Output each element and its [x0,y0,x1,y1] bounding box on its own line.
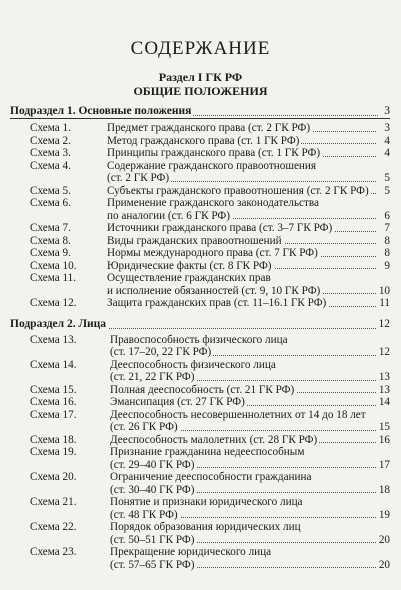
scheme-number: Схема 20. [30,471,77,483]
scheme-number: Схема 9. [30,247,71,259]
toc-entry[interactable] [10,384,390,397]
subsection-label: Подраздел 1. Основные положения [10,105,192,117]
entry-text-line [110,471,376,484]
scheme-number: Схема 2. [30,134,71,147]
scheme-number: Схема 16. [30,396,77,408]
entry-title: Ограничение дееспособности гражданина [110,471,312,483]
entry-title: (ст. 30–40 ГК РФ) [110,483,195,496]
scheme-number: Схема 17. [30,408,77,421]
entry-title: Виды гражданских правоотношений [107,234,282,247]
entry-text-line [110,446,376,459]
toc-entry[interactable] [10,359,390,384]
entry-text-line [107,185,376,198]
toc-entry[interactable] [10,197,390,222]
toc-entry[interactable] [10,471,390,496]
section-heading [0,70,401,98]
entry-text-line [107,172,376,185]
page-title: СОДЕРЖАНИЕ [130,38,271,59]
toc-entry[interactable] [10,272,390,297]
toc-entry[interactable] [10,496,390,521]
entry-page: 8 [376,247,390,260]
entry-page: 10 [376,285,390,298]
toc-entry[interactable] [10,546,390,571]
entry-text-line [110,509,376,522]
entry-title: Метод гражданского права (ст. 1 ГК РФ) [107,134,300,147]
scheme-number: Схема 15. [30,383,77,396]
entry-page: 19 [376,509,390,522]
subsection-page: 12 [378,317,390,330]
entry-text-line [107,122,376,135]
scheme-number: Схема 7. [30,222,71,234]
entry-page: 17 [376,459,390,472]
entry-page: 9 [376,260,390,273]
entry-title: Дееспособность физического лица [110,358,276,371]
entry-page: 13 [376,384,390,397]
toc-entry[interactable] [10,521,390,546]
entry-text-line [110,334,376,347]
scheme-number: Схема 21. [30,496,77,508]
entry-page: 4 [376,147,390,160]
entry-title: Юридические факты (ст. 8 ГК РФ) [107,259,272,272]
entry-title: (ст. 57–65 ГК РФ) [110,558,195,571]
toc-entry[interactable] [10,235,390,248]
entry-text-line [110,521,376,534]
entry-title: (ст. 29–40 ГК РФ) [110,458,195,471]
entry-title: Осуществление гражданских прав [107,272,271,284]
toc-entry[interactable] [10,160,390,185]
entry-text-line [107,135,376,148]
scheme-number: Схема 23. [30,546,77,558]
toc-entry[interactable] [10,247,390,260]
entry-title: Источники гражданского права (ст. 3–7 ГК РФ) [107,222,333,234]
entry-page: 4 [376,135,390,148]
entry-title: Нормы международного права (ст. 7 ГК РФ) [107,247,318,259]
entry-text-line [110,359,376,372]
scheme-number: Схема 3. [30,147,71,159]
entry-page: 13 [376,371,390,384]
entry-text-line [110,346,376,359]
entry-text-line [107,260,376,273]
entry-title: Дееспособность несовершеннолетних от 14 до 18 лет [110,408,366,421]
scheme-number: Схема 13. [30,333,77,346]
entry-title: Полная дееспособность (ст. 21 ГК РФ) [110,383,295,396]
entry-text-line [110,546,376,559]
toc-entry[interactable] [10,446,390,471]
subsection-entries [10,122,390,310]
entry-page: 5 [376,185,390,198]
entry-text-line [110,434,376,447]
entry-page: 3 [376,122,390,135]
entry-title: Правоспособность физического лица [110,333,288,346]
scheme-number: Схема 18. [30,433,77,446]
entry-text-line [107,297,376,310]
entry-title: Предмет гражданского права (ст. 2 ГК РФ) [107,122,311,134]
entry-text-line [107,197,376,210]
entry-page: 18 [376,484,390,497]
scheme-number: Схема 6. [30,197,71,209]
section-name: ОБЩИЕ ПОЛОЖЕНИЯ [133,84,268,98]
scheme-number: Схема 8. [30,234,71,247]
toc-entry[interactable] [10,434,390,447]
entry-text-line [110,371,376,384]
scheme-number: Схема 14. [30,358,77,371]
entry-text-line [107,147,376,160]
entry-title: (ст. 21, 22 ГК РФ) [110,371,195,383]
entry-title: Применение гражданского законодательства [107,197,320,209]
toc-entry[interactable] [10,260,390,273]
entry-text-line [107,222,376,235]
scheme-number: Схема 1. [30,122,71,134]
entry-page: 6 [376,210,390,223]
entry-title: (ст. 2 ГК РФ) [107,172,170,184]
entry-title: Принципы гражданского права (ст. 1 ГК РФ) [107,147,321,159]
entry-text-line [107,235,376,248]
entry-page: 11 [376,297,390,310]
toc-entry[interactable] [10,297,390,310]
entry-title: (ст. 26 ГК РФ) [110,421,178,433]
entry-title: Дееспособность малолетних (ст. 28 ГК РФ) [110,433,318,446]
subsection-heading[interactable] [10,317,390,331]
entry-title: (ст. 48 ГК РФ) [110,508,178,521]
entry-page: 12 [376,346,390,359]
scheme-number: Схема 5. [30,184,71,197]
subsection-label: Подраздел 2. Лица [10,317,107,330]
scheme-number: Схема 12. [30,297,77,309]
entry-title: Признание гражданина недееспособным [110,446,305,458]
entry-title: (ст. 17–20, 22 ГК РФ) [110,346,212,358]
scheme-number: Схема 4. [30,159,71,172]
toc-entry[interactable] [10,185,390,198]
scheme-number: Схема 19. [30,446,77,458]
subsection-page: 3 [384,105,390,117]
entry-text-line [107,285,376,298]
scheme-number: Схема 22. [30,521,77,533]
entry-text-line [107,247,376,260]
entry-text-line [110,496,376,509]
entry-page: 15 [376,421,390,434]
entry-text-line [110,396,376,409]
scheme-number: Схема 10. [30,259,77,272]
entry-page: 20 [376,534,390,547]
entry-text-line [110,459,376,472]
entry-page: 14 [376,396,390,409]
entry-page: 16 [376,434,390,447]
entry-text-line [110,534,376,547]
toc-entry[interactable] [10,396,390,409]
section-number: Раздел I ГК РФ [158,70,243,84]
scheme-number: Схема 11. [30,272,77,284]
entry-text-line [107,272,376,285]
toc-entry[interactable] [10,135,390,148]
toc-entry[interactable] [10,222,390,235]
toc-entry[interactable] [10,122,390,135]
entry-title: и исполнение обязанностей (ст. 9, 10 ГК РФ) [107,284,321,297]
entry-page: 20 [376,559,390,572]
entry-text-line [110,484,376,497]
entry-text-line [110,559,376,572]
entry-page: 8 [376,235,390,248]
toc-entry[interactable] [10,409,390,434]
entry-page: 5 [376,172,390,185]
entry-title: Защита гражданских прав (ст. 11–16.1 ГК РФ) [107,297,327,309]
entry-title: Понятие и признаки юридического лица [110,496,303,508]
entry-title: (ст. 50–51 ГК РФ) [110,533,195,546]
entry-text-line [110,421,376,434]
entry-title: Прекращение юридического лица [110,546,272,558]
entry-title: Порядок образования юридических лиц [110,521,301,533]
subsection-heading[interactable] [10,104,390,119]
toc-entry[interactable] [10,334,390,359]
entry-title: Эмансипация (ст. 27 ГК РФ) [110,396,245,408]
entry-text-line [107,160,376,173]
toc-entry[interactable] [10,147,390,160]
entry-title: Субъекты гражданского правоотношения (ст. 2 ГК РФ) [107,184,369,197]
entry-text-line [110,409,376,422]
entry-title: Содержание гражданского правоотношения [107,159,317,172]
entry-page: 7 [376,222,390,235]
entry-text-line [107,210,376,223]
subsection-entries [10,334,390,572]
entry-title: по аналогии (ст. 6 ГК РФ) [107,209,230,222]
table-of-contents [10,104,390,571]
entry-text-line [110,384,376,397]
